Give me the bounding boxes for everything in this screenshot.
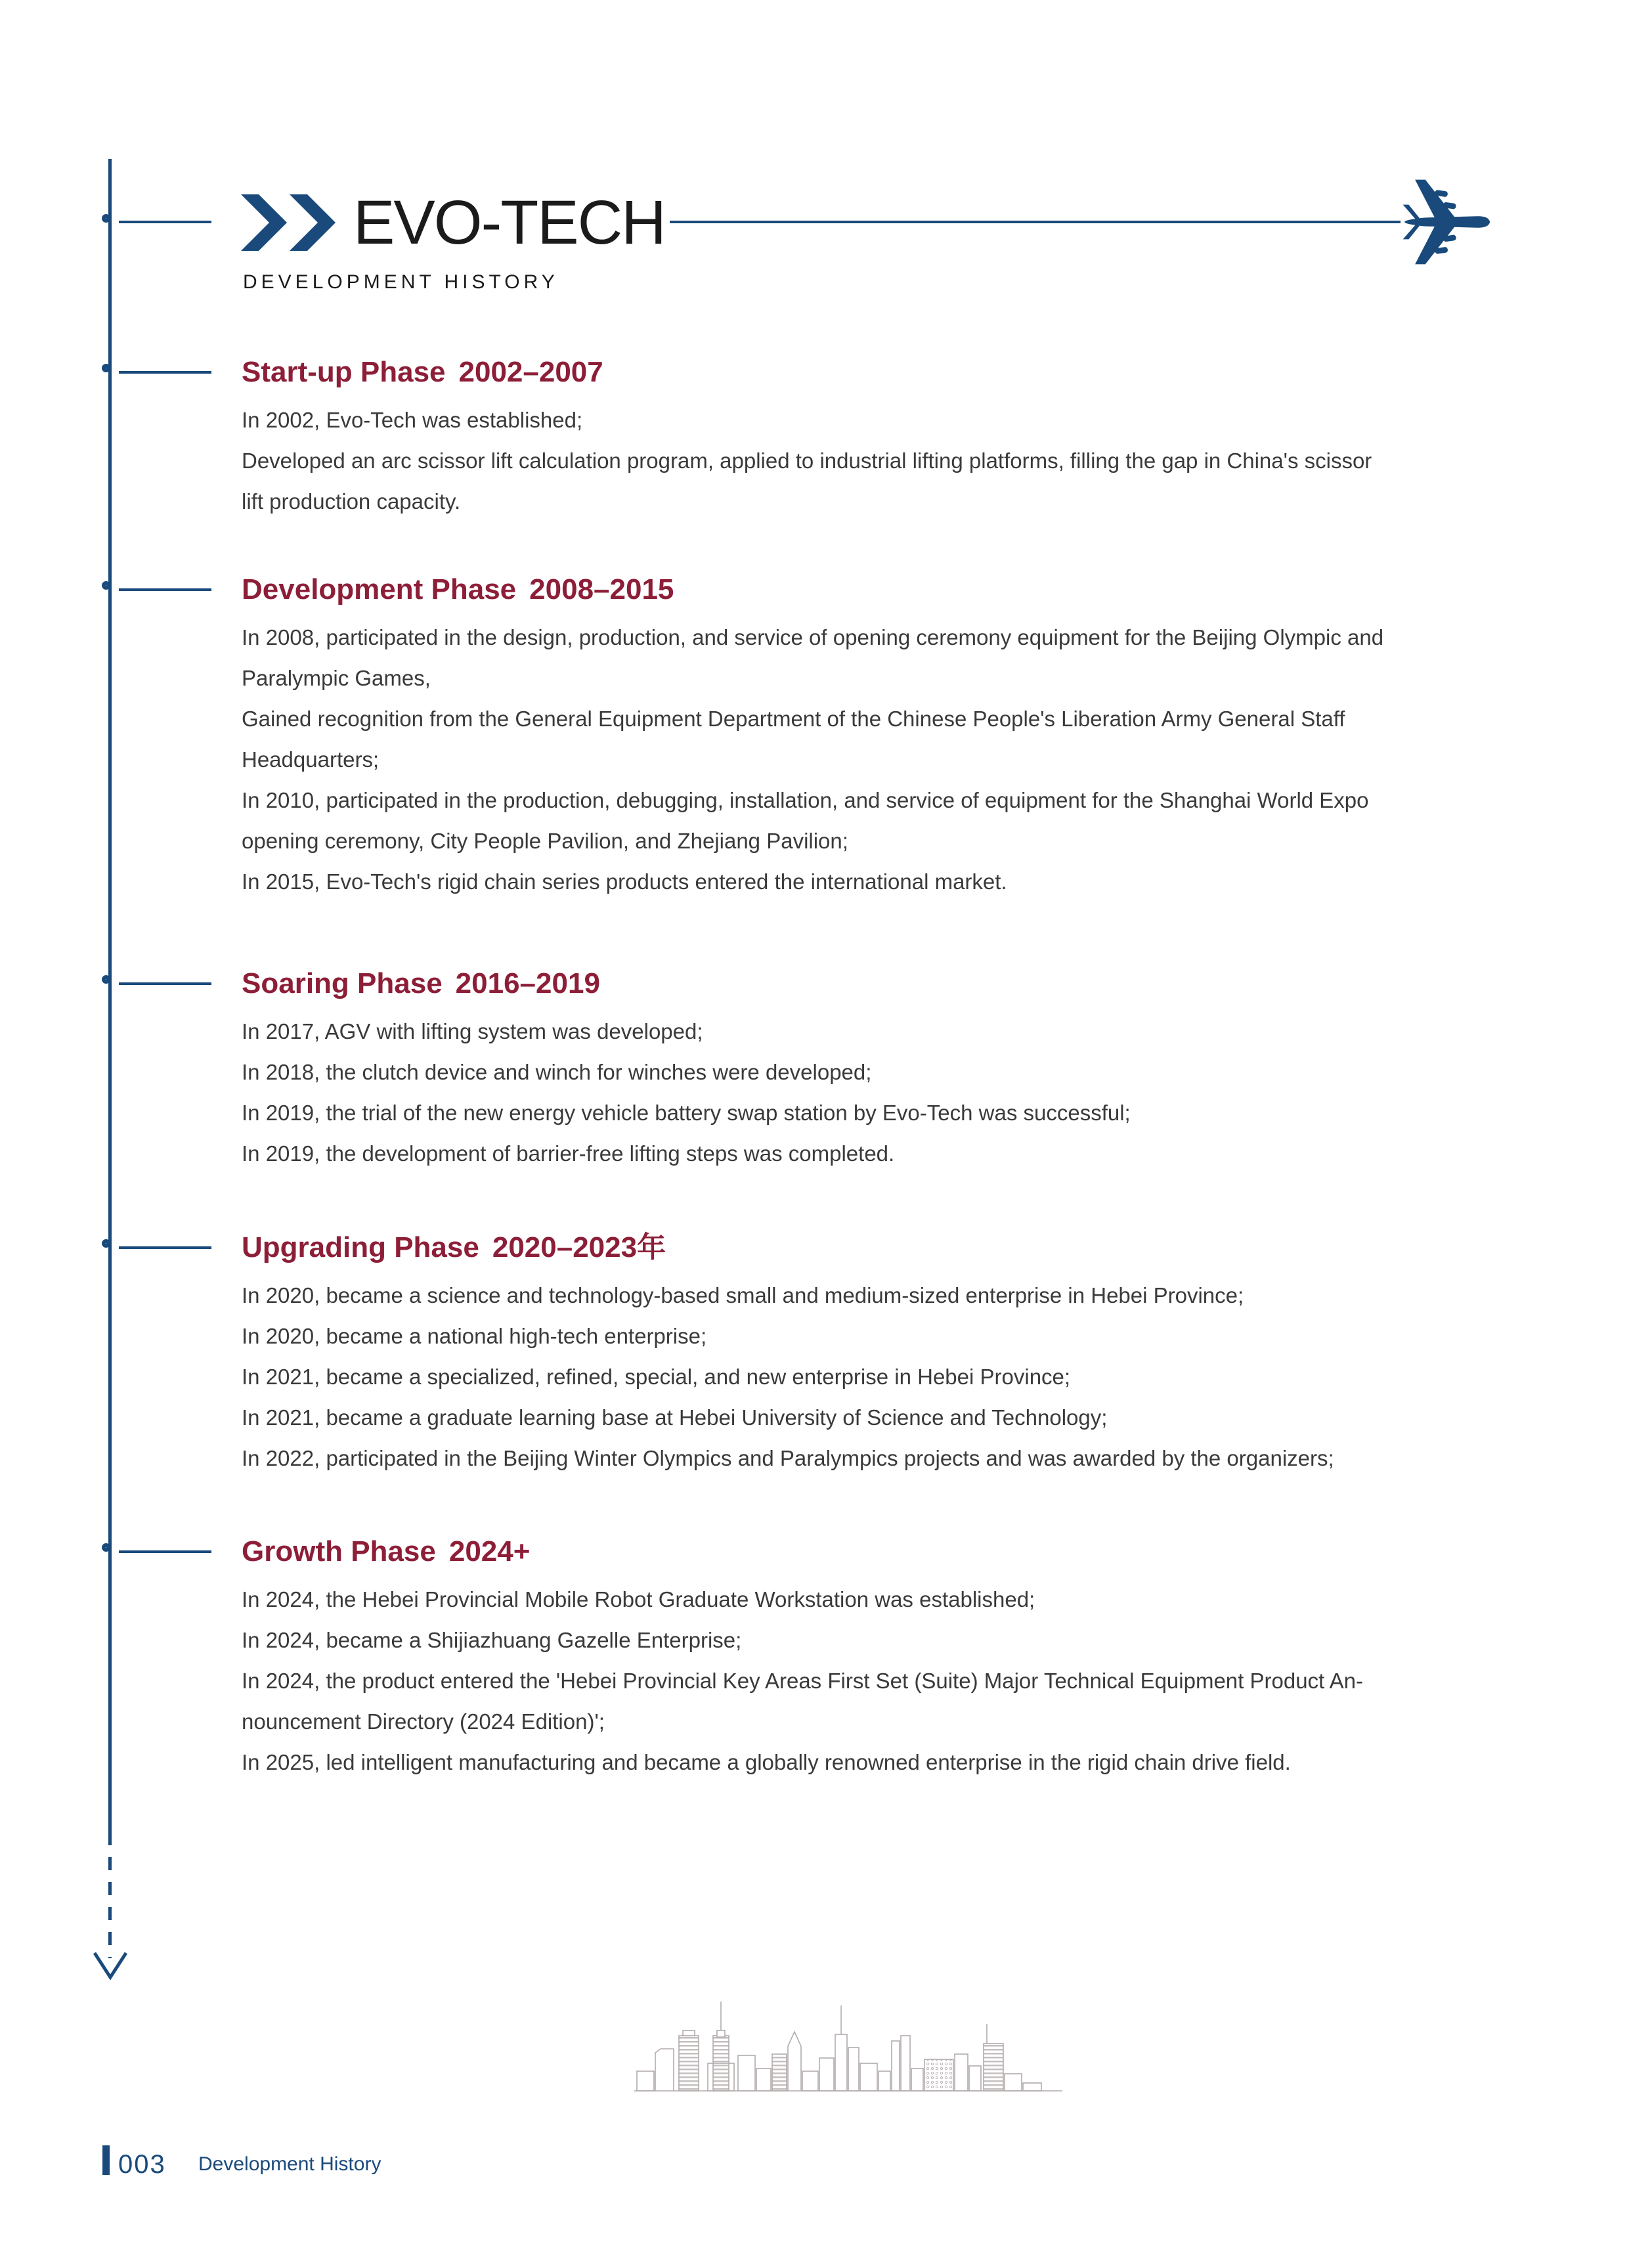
timeline-connector <box>119 221 211 223</box>
timeline-node <box>102 214 110 223</box>
timeline-vertical-line <box>108 159 112 1832</box>
history-line: In 2022, participated in the Beijing Winter Olympics and Paralympics projects and was awarded by the organizers; <box>242 1446 1334 1470</box>
section-body <box>242 400 1548 522</box>
section-body <box>242 1011 1548 1174</box>
section-title <box>242 357 1548 388</box>
history-line: Developed an arc scissor lift calculation program, applied to industrial lifting platforms, filling the gap in China's scissor <box>242 449 1372 473</box>
section-body <box>242 1579 1548 1783</box>
history-line: In 2024, the Hebei Provincial Mobile Robot Graduate Workstation was established; <box>242 1587 1035 1611</box>
phase-name: Soaring Phase <box>242 967 443 999</box>
phase-name: Growth Phase <box>242 1535 436 1567</box>
phase-years: 2020–2023年 <box>492 1231 666 1263</box>
timeline-connector <box>119 1550 211 1553</box>
history-line: In 2019, the trial of the new energy vehicle battery swap station by Evo-Tech was successful; <box>242 1101 1131 1125</box>
history-line: In 2017, AGV with lifting system was developed; <box>242 1019 703 1043</box>
phase-name: Start-up Phase <box>242 356 446 388</box>
phase-name: Upgrading Phase <box>242 1231 479 1263</box>
down-arrow-icon <box>92 1950 129 1981</box>
phase-years: 2024+ <box>448 1535 531 1567</box>
timeline-node <box>102 581 110 590</box>
history-line: In 2008, participated in the design, production, and service of opening ceremony equipment for the Beijing Olympic and <box>242 625 1384 649</box>
history-line: In 2019, the development of barrier-free lifting steps was completed. <box>242 1141 895 1166</box>
timeline-connector <box>119 1246 211 1249</box>
history-line: In 2021, became a specialized, refined, special, and new enterprise in Hebei Province; <box>242 1365 1071 1389</box>
section-development-phase <box>242 574 1548 902</box>
timeline-connector <box>119 371 211 374</box>
timeline-connector <box>119 588 211 591</box>
timeline-node <box>102 1543 110 1552</box>
footer-label: Development History <box>198 2153 381 2175</box>
phase-years: 2008–2015 <box>529 573 674 605</box>
timeline-connector <box>119 982 211 985</box>
timeline-dashed-tail <box>108 1832 112 1958</box>
history-line: In 2025, led intelligent manufacturing and became a globally renowned enterprise in the rigid chain drive field. <box>242 1750 1291 1774</box>
city-skyline-icon <box>632 1998 1065 2097</box>
phase-years: 2016–2019 <box>455 967 600 999</box>
history-line: In 2018, the clutch device and winch for winches were developed; <box>242 1060 872 1084</box>
header-flight-line <box>670 221 1401 223</box>
history-line: In 2010, participated in the production, debugging, installation, and service of equipment for the Shanghai World Expo <box>242 788 1369 812</box>
timeline-node <box>102 975 110 984</box>
section-body <box>242 617 1548 902</box>
history-line: In 2015, Evo-Tech's rigid chain series products entered the international market. <box>242 869 1007 894</box>
history-line: In 2020, became a science and technology-based small and medium-sized enterprise in Hebei Province; <box>242 1283 1244 1307</box>
history-line: Gained recognition from the General Equipment Department of the Chinese People's Liberation Army General Staff <box>242 707 1345 731</box>
page-number: 003 <box>118 2150 166 2179</box>
history-line: In 2021, became a graduate learning base at Hebei University of Science and Technology; <box>242 1405 1108 1430</box>
phase-name: Development Phase <box>242 573 517 605</box>
history-line: In 2024, became a Shijiazhuang Gazelle Enterprise; <box>242 1628 742 1652</box>
history-line: In 2024, the product entered the 'Hebei Provincial Key Areas First Set (Suite) Major Technical Equipment Product An- <box>242 1669 1363 1693</box>
section-title <box>242 1536 1548 1567</box>
double-chevron-icon <box>241 194 339 251</box>
section-upgrading-phase <box>242 1232 1548 1479</box>
page-number-bar <box>102 2145 110 2175</box>
section-soaring-phase <box>242 968 1548 1174</box>
history-line: nouncement Directory (2024 Edition)'; <box>242 1709 605 1734</box>
history-line: In 2002, Evo-Tech was established; <box>242 408 583 432</box>
section-title <box>242 1232 1548 1263</box>
history-line: lift production capacity. <box>242 489 461 514</box>
section-body <box>242 1275 1548 1479</box>
history-line: opening ceremony, City People Pavilion, and Zhejiang Pavilion; <box>242 829 848 853</box>
airplane-icon <box>1396 171 1493 273</box>
history-line: Headquarters; <box>242 747 380 772</box>
brand-subtitle: DEVELOPMENT HISTORY <box>243 271 559 293</box>
section-growth-phase <box>242 1536 1548 1783</box>
section-startup-phase <box>242 357 1548 522</box>
phase-years: 2002–2007 <box>458 356 603 388</box>
timeline-node <box>102 364 110 372</box>
history-line: Paralympic Games, <box>242 666 431 690</box>
section-title <box>242 574 1548 605</box>
brand-title: EVO-TECH <box>353 188 665 257</box>
history-line: In 2020, became a national high-tech enterprise; <box>242 1324 707 1348</box>
section-title <box>242 968 1548 999</box>
timeline-node <box>102 1239 110 1248</box>
